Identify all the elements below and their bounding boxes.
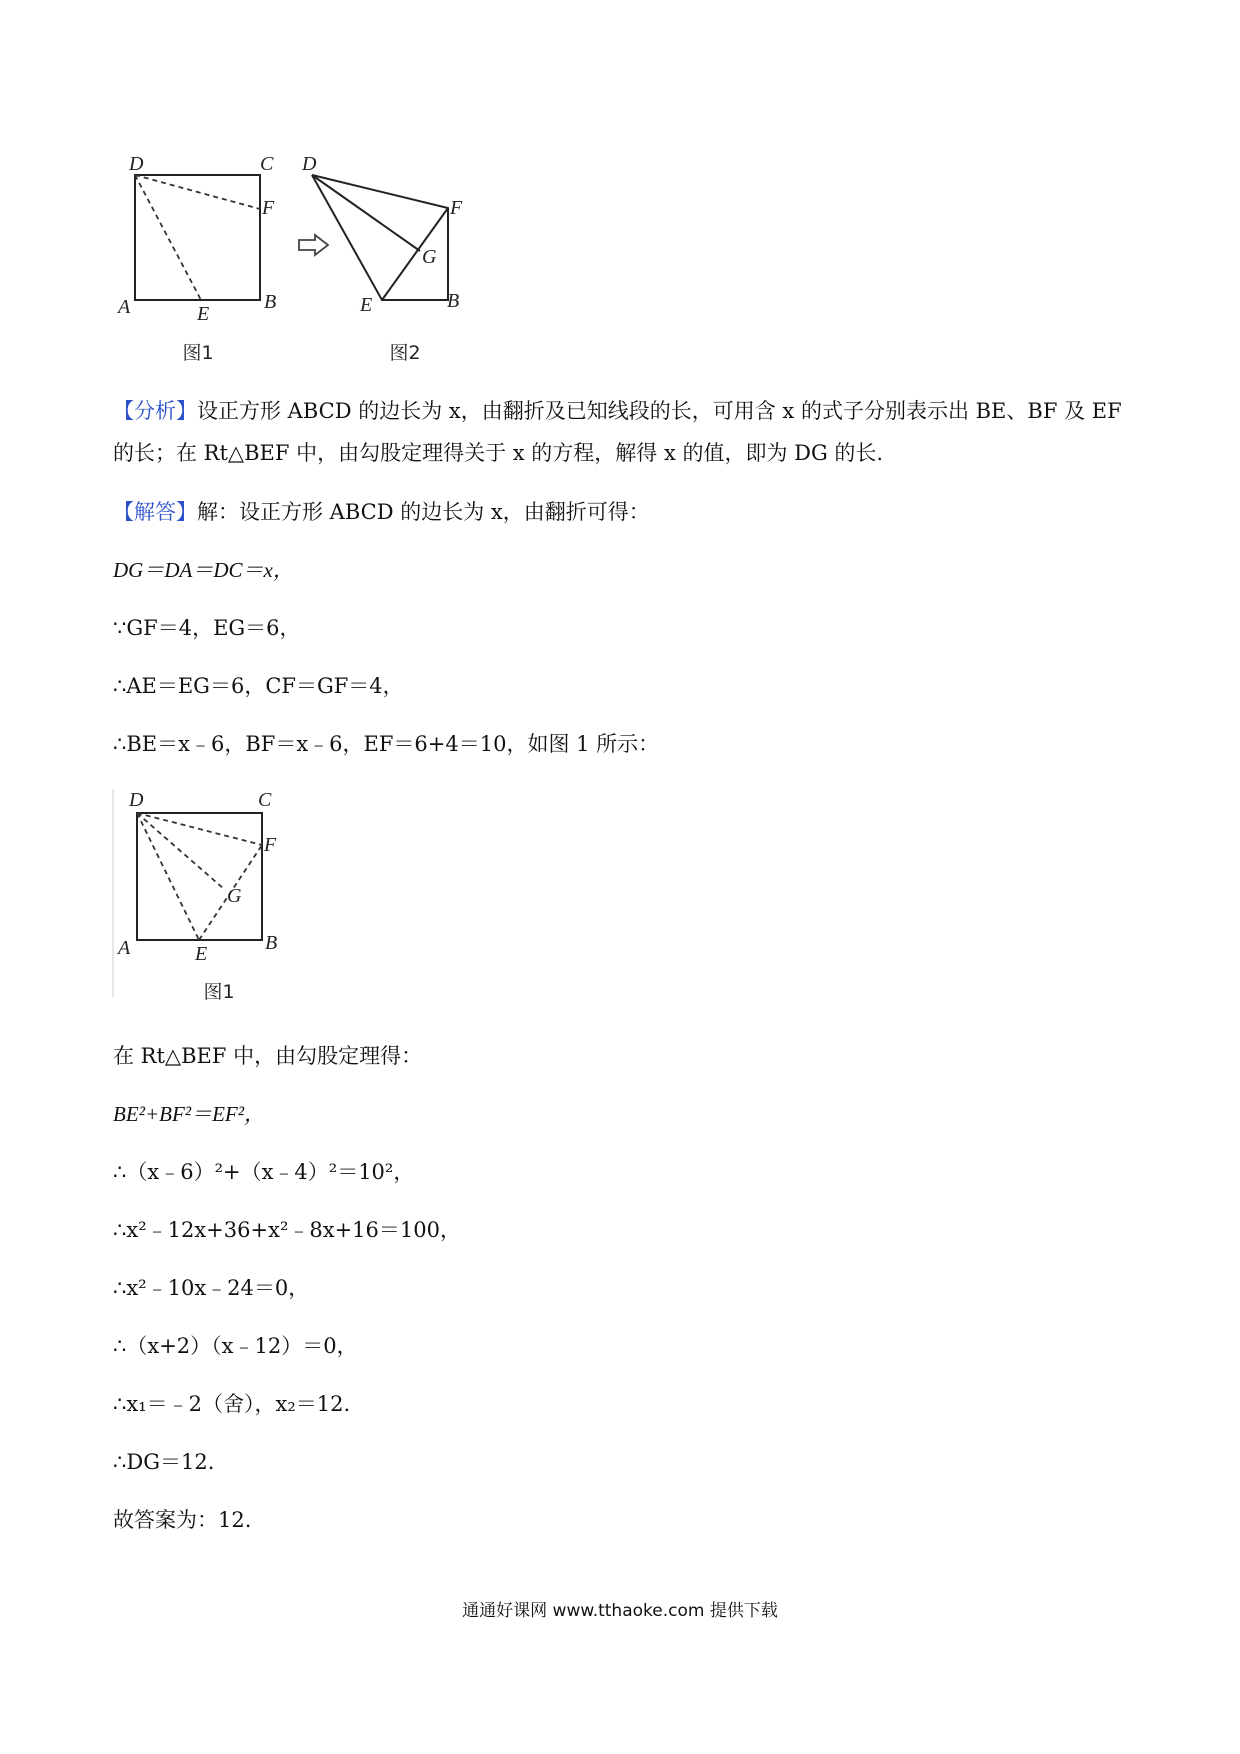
solution-tag: 【解答】 [113,500,197,524]
label-D: D [302,153,317,175]
solution-line-10: ∴（x+2）（x﹣12）＝0， [113,1334,358,1358]
analysis-paragraph [113,390,1123,474]
solution-line-5: 在 Rt△BEF 中，由勾股定理得： [113,1044,423,1068]
solution-line-7: ∴（x﹣6）²+（x﹣4）²＝10²， [113,1160,415,1184]
solution-line-6: BE²+BF²＝EF²， [113,1102,266,1126]
label-C: C [260,153,274,175]
solution-line-9: ∴x²﹣10x﹣24＝0， [113,1276,310,1300]
figure-caption: 图1 [182,342,214,364]
label-E: E [195,943,208,965]
figure-2-folded [295,148,485,368]
figure-caption: 图1 [203,981,235,1003]
label-F: F [450,197,463,219]
label-G: G [227,885,242,907]
analysis-text: 设正方形 ABCD 的边长为 x，由翻折及已知线段的长，可用含 x 的式子分别表示出 BE、BF 及 EF 的长；在 Rt△BEF 中，由勾股定理得关于 x 的方程，解得 x 的值，即为 DG 的长. [113,399,1122,465]
label-D: D [129,153,144,175]
label-A: A [118,937,131,959]
page-footer: 通通好课网 www.tthaoke.com 提供下载 [462,1601,778,1621]
solution-line-4: ∴BE＝x﹣6，BF＝x﹣6，EF＝6+4＝10，如图 1 所示： [113,732,660,756]
solution-line-3: ∴AE＝EG＝6，CF＝GF＝4， [113,674,404,698]
label-C: C [258,789,272,811]
solution-intro [113,491,650,533]
label-B: B [265,932,278,954]
figure-1-square [110,148,290,368]
label-B: B [264,291,277,313]
label-E: E [360,294,373,316]
solution-line-2: ∵GF＝4，EG＝6， [113,616,301,640]
solution-line-12: ∴DG＝12. [113,1450,215,1474]
solution-line-8: ∴x²﹣12x+36+x²﹣8x+16＝100， [113,1218,461,1242]
analysis-tag: 【分析】 [113,399,197,423]
label-G: G [422,246,437,268]
label-F: F [262,197,275,219]
label-B: B [447,290,460,312]
solution-intro-text: 解：设正方形 ABCD 的边长为 x，由翻折可得： [197,500,650,524]
figure-caption: 图2 [389,342,421,364]
label-A: A [118,296,131,318]
label-D: D [129,789,144,811]
label-E: E [197,303,210,325]
label-F: F [264,834,277,856]
solution-answer: 故答案为：12. [113,1508,252,1532]
solution-line-1: DG＝DA＝DC＝x， [113,558,294,582]
figure-1-with-G [110,785,300,1005]
solution-line-11: ∴x₁＝﹣2（舍），x₂＝12. [113,1392,351,1416]
